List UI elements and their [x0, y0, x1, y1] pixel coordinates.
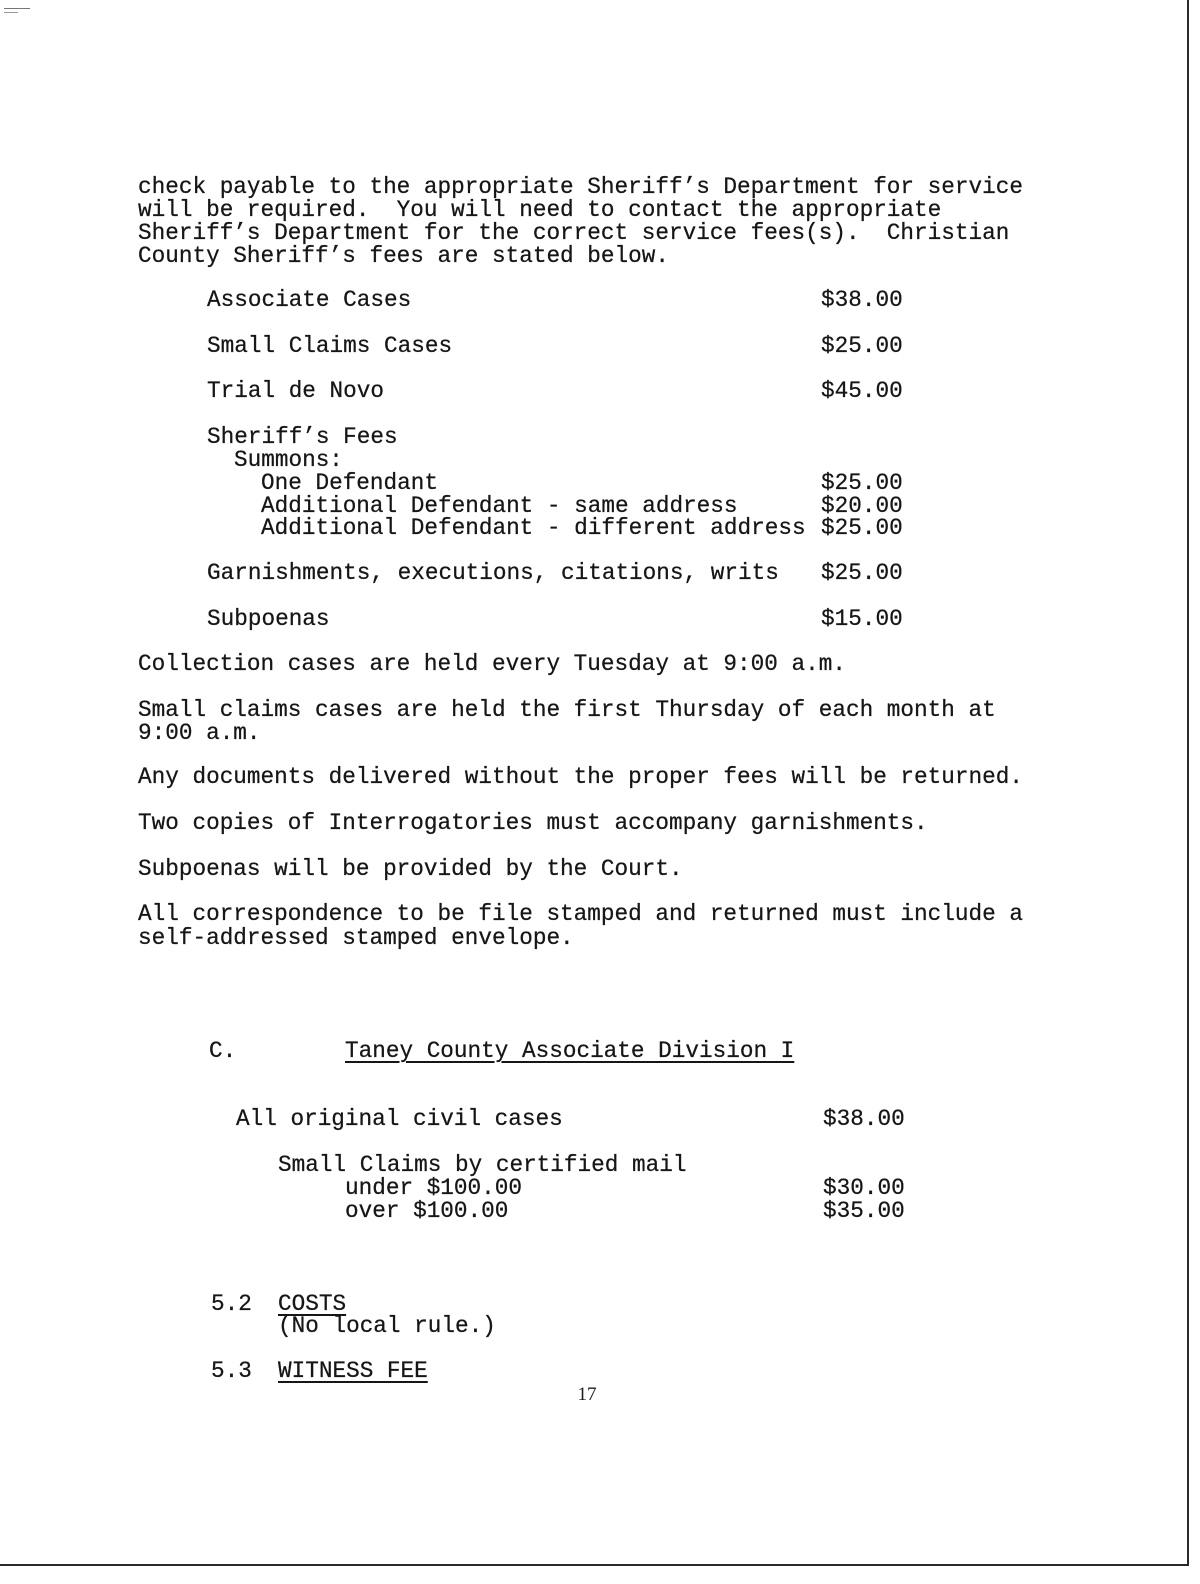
- fee-amount-under-100: $30.00: [823, 1175, 905, 1201]
- rule-5-3-number: 5.3: [211, 1358, 252, 1384]
- intro-line-4: County Sheriff’s fees are stated below.: [138, 243, 669, 269]
- fee-amount-over-100: $35.00: [823, 1198, 905, 1224]
- note-correspondence-line-1: All correspondence to be file stamped and returned must include a: [138, 901, 1023, 927]
- intro-line-3: Sheriff’s Department for the correct service fees(s). Christian: [138, 220, 1010, 246]
- scan-artifact-mark-secondary: [4, 12, 18, 13]
- fee-label-under-100: under $100.00: [345, 1175, 522, 1201]
- fee-amount-small-claims: $25.00: [821, 333, 903, 359]
- note-small-claims-line-1: Small claims cases are held the first Thursday of each month at: [138, 697, 996, 723]
- fee-label-original-civil: All original civil cases: [236, 1106, 563, 1132]
- fee-amount-additional-different-address: $25.00: [821, 515, 903, 541]
- note-collection-cases: Collection cases are held every Tuesday at 9:00 a.m.: [138, 651, 846, 677]
- small-claims-certified-label: Small Claims by certified mail: [278, 1152, 687, 1178]
- fee-label-over-100: over $100.00: [345, 1198, 509, 1224]
- rule-5-2-number: 5.2: [211, 1291, 252, 1317]
- scan-artifact-mark: [4, 8, 30, 9]
- note-correspondence-line-2: self-addressed stamped envelope.: [138, 925, 574, 951]
- rule-5-2-note: (No local rule.): [278, 1313, 496, 1339]
- fee-amount-original-civil: $38.00: [823, 1106, 905, 1132]
- fee-label-subpoenas: Subpoenas: [207, 606, 330, 632]
- fee-label-additional-different-address: Additional Defendant - different address: [261, 515, 806, 541]
- fee-amount-associate-cases: $38.00: [821, 287, 903, 313]
- fee-label-one-defendant: One Defendant: [261, 470, 438, 496]
- fee-amount-garnishments: $25.00: [821, 560, 903, 586]
- intro-line-2: will be required. You will need to contact the appropriate: [138, 197, 942, 223]
- section-c-letter: C.: [209, 1038, 237, 1064]
- section-c-title: Taney County Associate Division I: [345, 1038, 795, 1064]
- rule-5-2-title: COSTS: [278, 1291, 347, 1317]
- sheriffs-fees-heading: Sheriff’s Fees: [207, 424, 398, 450]
- fee-label-trial-de-novo: Trial de Novo: [207, 378, 384, 404]
- note-small-claims-line-2: 9:00 a.m.: [138, 720, 261, 746]
- note-proper-fees: Any documents delivered without the proper fees will be returned.: [138, 764, 1023, 790]
- fee-label-small-claims: Small Claims Cases: [207, 333, 453, 359]
- page-edge-bottom: [0, 1564, 1189, 1566]
- page-edge-right: [1187, 0, 1189, 1566]
- summons-label: Summons:: [234, 447, 343, 473]
- fee-label-garnishments: Garnishments, executions, citations, writs: [207, 560, 779, 586]
- fee-amount-additional-same-address: $20.00: [821, 493, 903, 519]
- fee-amount-one-defendant: $25.00: [821, 470, 903, 496]
- fee-amount-trial-de-novo: $45.00: [821, 378, 903, 404]
- fee-amount-subpoenas: $15.00: [821, 606, 903, 632]
- page-number: 17: [577, 1384, 597, 1405]
- fee-label-associate-cases: Associate Cases: [207, 287, 412, 313]
- fee-label-additional-same-address: Additional Defendant - same address: [261, 493, 738, 519]
- rule-5-3-title: WITNESS FEE: [278, 1358, 428, 1384]
- intro-line-1: check payable to the appropriate Sheriff’s Department for service: [138, 174, 1023, 200]
- note-subpoenas-court: Subpoenas will be provided by the Court.: [138, 856, 683, 882]
- note-interrogatories: Two copies of Interrogatories must accompany garnishments.: [138, 810, 928, 836]
